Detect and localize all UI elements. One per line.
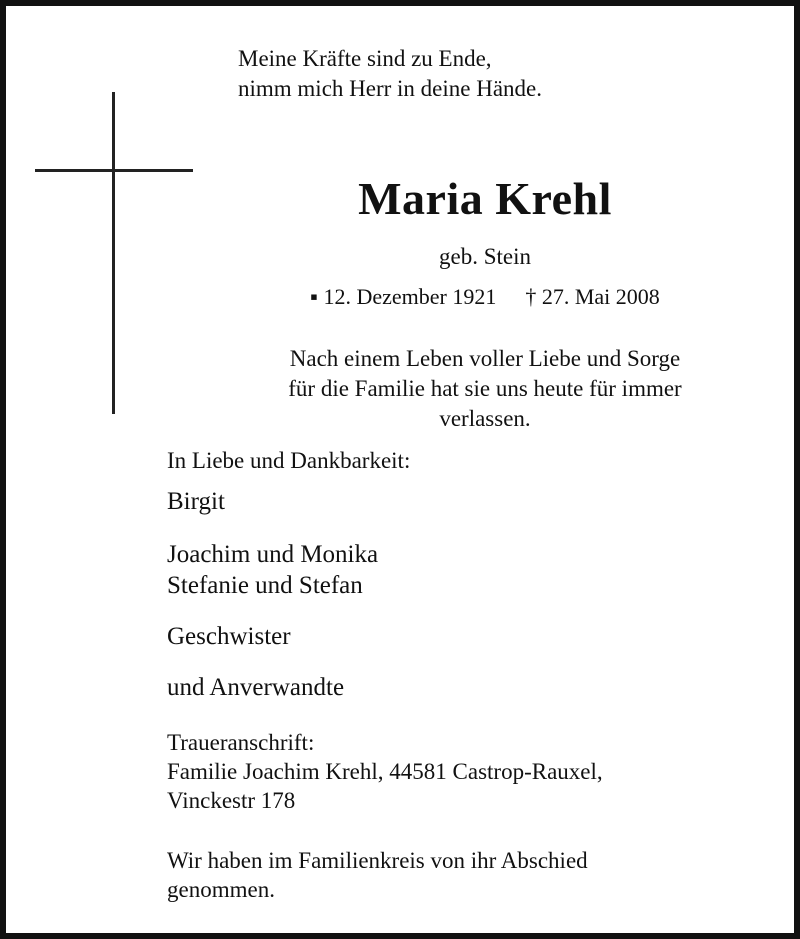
verse-line-2: nimm mich Herr in deine Hände. xyxy=(238,76,543,101)
life-text-line-1: Nach einem Leben voller Liebe und Sorge xyxy=(289,346,681,371)
life-text-line-3: verlassen. xyxy=(439,406,531,431)
mourner-1: Birgit xyxy=(167,488,225,515)
mourner-3: Stefanie und Stefan xyxy=(167,572,363,599)
mourner-5: und Anverwandte xyxy=(167,674,345,701)
closing-line-1: Wir haben im Familienkreis von ihr Abschied xyxy=(167,848,588,873)
verse-line-1: Meine Kräfte sind zu Ende, xyxy=(238,46,492,71)
deceased-name: Maria Krehl xyxy=(358,173,612,224)
maiden-name: geb. Stein xyxy=(439,244,531,269)
closing-line-2: genommen. xyxy=(167,877,275,902)
address-label: Traueranschrift: xyxy=(167,730,315,755)
life-text-line-2: für die Familie hat sie uns heute für immer xyxy=(288,376,682,401)
address-line-2: Vinckestr 178 xyxy=(167,788,296,813)
dates-line xyxy=(0,284,800,310)
mourner-2: Joachim und Monika xyxy=(167,541,379,568)
mourner-4: Geschwister xyxy=(167,623,291,650)
birth-date: ▪ 12. Dezember 1921 xyxy=(310,284,497,309)
address-line-1: Familie Joachim Krehl, 44581 Castrop-Rauxel, xyxy=(167,759,603,784)
mourners-intro: In Liebe und Dankbarkeit: xyxy=(167,448,411,473)
death-date: † 27. Mai 2008 xyxy=(525,284,660,309)
